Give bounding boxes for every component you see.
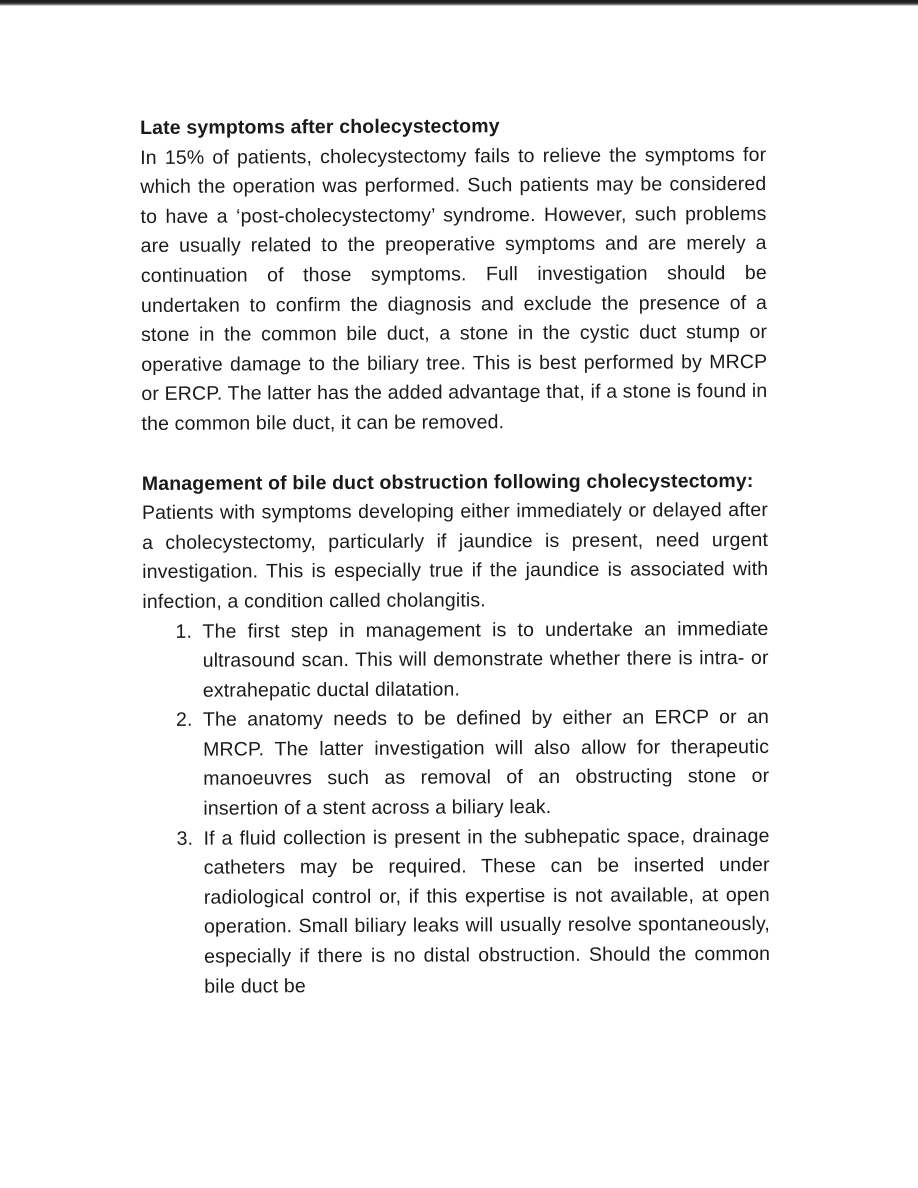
- list-item-number: 3.: [176, 827, 194, 850]
- document-page: [140, 111, 770, 1002]
- section-spacer: [142, 436, 768, 469]
- bile-duct-obstruction-paragraph: Patients with symptoms developing either immediately or delayed after a cholecystectomy, particularly if jaundice is present, need urgent investigation. This is especially true if the jaundice is associated with infection, a condition called cholangitis.: [141, 499, 769, 613]
- list-item-text: The first step in management is to undertake an immediate ultrasound scan. This will demonstrate whether there is intra- or extrahepatic ductal dilatation.: [202, 617, 769, 702]
- list-item-number: 1.: [175, 620, 193, 643]
- management-steps-list: [142, 614, 770, 1002]
- late-symptoms-paragraph: In 15% of patients, cholecystectomy fails to relieve the symptoms for which the operation was performed. Such patients may be considered to have a ‘post-cholecystectomy’ syndrome. However, such problems are usually related to the preoperative symptoms and are merely a continuation of those symptoms. Full investigation should be undertaken to confirm the diagnosis and exclude the presence of a stone in the common bile duct, a stone in the cystic duct stump or operative damage to the biliary tree. This is best performed by MRCP or ERCP. The latter has the added advantage that, if a stone is found in the common bile duct, it can be removed.: [140, 143, 768, 435]
- section-heading-late-symptoms: Late symptoms after cholecystectomy: [140, 115, 500, 139]
- list-item-text: If a fluid collection is present in the subhepatic space, drainage catheters may be required. These can be inserted under radiological control or, if this expertise is not available, at open operation. Small biliary leaks will usually resolve spontaneously, especially if there is no distal obstruction. Should the common bile duct be: [203, 824, 771, 998]
- list-item: [175, 614, 769, 706]
- list-item-text: The anatomy needs to be defined by either an ERCP or an MRCP. The latter investigation will also allow for therapeutic manoeuvres such as removal of an obstructing stone or insertion of a stent across a biliary leak.: [202, 706, 770, 820]
- list-item: [175, 703, 770, 824]
- section-heading-bile-duct-obstruction: Management of bile duct obstruction following cholecystectomy:: [141, 469, 754, 495]
- scan-top-edge: [0, 0, 918, 6]
- list-item: [176, 822, 771, 1002]
- list-item-number: 2.: [175, 709, 193, 732]
